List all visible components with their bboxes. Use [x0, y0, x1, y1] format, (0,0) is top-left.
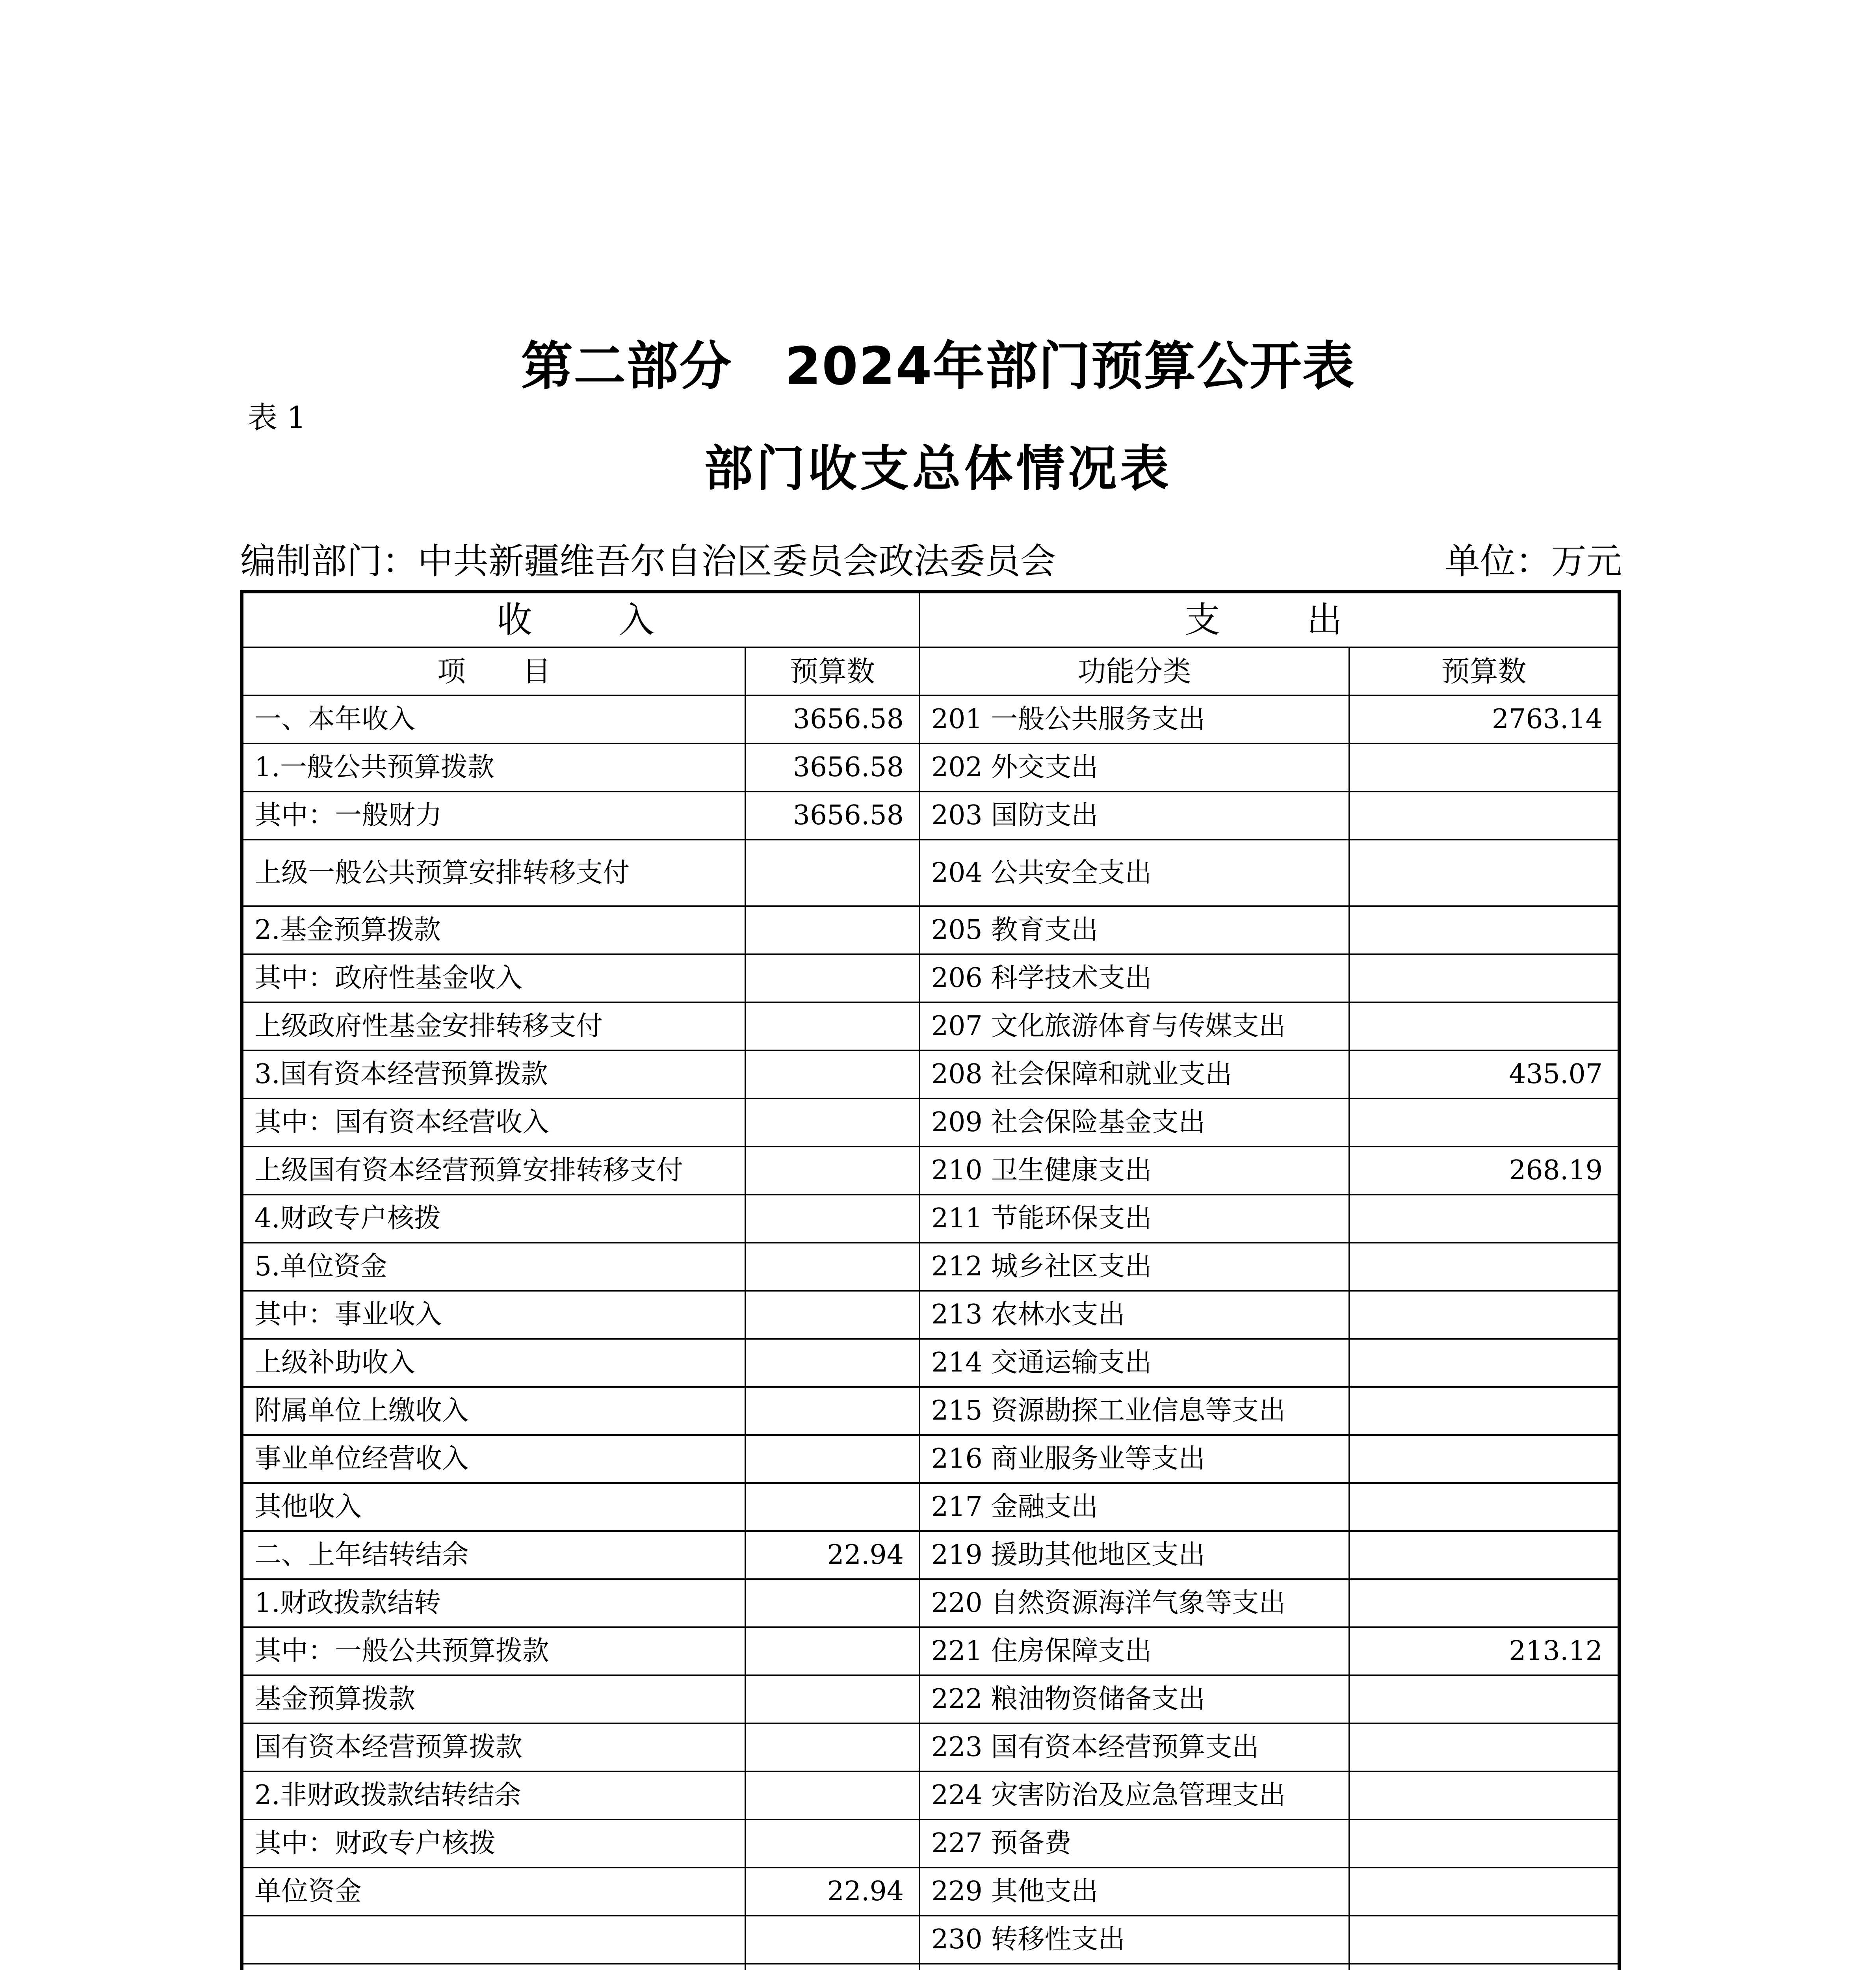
table-row	[242, 1579, 1619, 1627]
table-row	[242, 695, 1619, 743]
income-item-cell: 其中：财政专户核拨	[242, 1819, 745, 1868]
expense-item-cell: 212 城乡社区支出	[919, 1243, 1349, 1291]
table-body	[242, 695, 1619, 1970]
income-amount-cell: 3656.58	[745, 743, 919, 792]
income-item-cell: 其中：一般公共预算拨款	[242, 1627, 745, 1675]
expense-amount-cell	[1349, 1964, 1619, 1970]
income-item-cell: 2.基金预算拨款	[242, 906, 745, 954]
income-item-cell: 2.非财政拨款结转结余	[242, 1771, 745, 1819]
income-item-cell: 其中：一般财力	[242, 792, 745, 840]
income-amount-cell	[745, 1675, 919, 1723]
income-amount-cell	[745, 840, 919, 906]
section-header-row	[242, 592, 1619, 647]
income-item-cell: 其中：政府性基金收入	[242, 954, 745, 1002]
income-amount-cell	[745, 1964, 919, 1970]
compiling-department: 编制部门：中共新疆维吾尔自治区委员会政法委员会	[240, 541, 1056, 582]
income-section-header: 收入	[242, 592, 919, 647]
table-row	[242, 1291, 1619, 1339]
income-amount-cell: 3656.58	[745, 792, 919, 840]
expense-amount-cell	[1349, 1098, 1619, 1147]
income-amount-cell	[745, 1195, 919, 1243]
expense-item-cell: 204 公共安全支出	[919, 840, 1349, 906]
table-title: 部门收支总体情况表	[704, 440, 1172, 497]
expense-amount-cell: 2763.14	[1349, 695, 1619, 743]
income-item-cell: 其中：国有资本经营收入	[242, 1098, 745, 1147]
table-row	[242, 1050, 1619, 1098]
table-row	[242, 1435, 1619, 1483]
col-header-expense-item: 功能分类	[919, 647, 1349, 695]
expense-amount-cell	[1349, 1195, 1619, 1243]
table-row	[242, 1675, 1619, 1723]
income-item-cell	[242, 1964, 745, 1970]
expense-item-cell: 217 金融支出	[919, 1483, 1349, 1531]
expense-amount-cell	[1349, 1435, 1619, 1483]
income-item-cell: 附属单位上缴收入	[242, 1387, 745, 1435]
income-item-cell	[242, 1916, 745, 1964]
income-amount-cell: 22.94	[745, 1531, 919, 1579]
expense-amount-cell	[1349, 1531, 1619, 1579]
expense-amount-cell	[1349, 906, 1619, 954]
income-item-cell: 1.财政拨款结转	[242, 1579, 745, 1627]
expense-amount-cell	[1349, 1868, 1619, 1916]
table-row	[242, 1195, 1619, 1243]
income-item-cell: 国有资本经营预算拨款	[242, 1723, 745, 1771]
table-row	[242, 743, 1619, 792]
column-header-row	[242, 647, 1619, 695]
expense-amount-cell	[1349, 1387, 1619, 1435]
expense-amount-cell	[1349, 1339, 1619, 1387]
income-item-cell: 上级国有资本经营预算安排转移支付	[242, 1147, 745, 1195]
income-amount-cell: 3656.58	[745, 695, 919, 743]
income-amount-cell: 22.94	[745, 1868, 919, 1916]
income-amount-cell	[745, 1387, 919, 1435]
expense-amount-cell	[1349, 1916, 1619, 1964]
expense-amount-cell	[1349, 1243, 1619, 1291]
income-amount-cell	[745, 1291, 919, 1339]
expense-amount-cell	[1349, 1291, 1619, 1339]
income-amount-cell	[745, 1243, 919, 1291]
income-item-cell: 1.一般公共预算拨款	[242, 743, 745, 792]
income-item-cell: 其他收入	[242, 1483, 745, 1531]
table-row	[242, 1771, 1619, 1819]
expense-item-cell: 223 国有资本经营预算支出	[919, 1723, 1349, 1771]
income-item-cell: 5.单位资金	[242, 1243, 745, 1291]
table-row	[242, 1002, 1619, 1050]
income-amount-cell	[745, 1579, 919, 1627]
table-row	[242, 1964, 1619, 1970]
expense-item-cell: 201 一般公共服务支出	[919, 695, 1349, 743]
expense-item-cell: 202 外交支出	[919, 743, 1349, 792]
expense-amount-cell	[1349, 1771, 1619, 1819]
table-row	[242, 1916, 1619, 1964]
table-row	[242, 1819, 1619, 1868]
income-amount-cell	[745, 1723, 919, 1771]
expense-section-header: 支出	[919, 592, 1619, 647]
income-amount-cell	[745, 1771, 919, 1819]
expense-item-cell: 224 灾害防治及应急管理支出	[919, 1771, 1349, 1819]
income-amount-cell	[745, 954, 919, 1002]
expense-item-cell: 203 国防支出	[919, 792, 1349, 840]
expense-item-cell: 211 节能环保支出	[919, 1195, 1349, 1243]
income-amount-cell	[745, 1483, 919, 1531]
table-row	[242, 1723, 1619, 1771]
table-row	[242, 1868, 1619, 1916]
expense-amount-cell	[1349, 1579, 1619, 1627]
expense-amount-cell	[1349, 1723, 1619, 1771]
expense-item-cell: 219 援助其他地区支出	[919, 1531, 1349, 1579]
col-header-expense-amount: 预算数	[1349, 647, 1619, 695]
expense-item-cell: 220 自然资源海洋气象等支出	[919, 1579, 1349, 1627]
expense-amount-cell	[1349, 1819, 1619, 1868]
table-row	[242, 906, 1619, 954]
expense-item-cell: 227 预备费	[919, 1819, 1349, 1868]
table-number-label: 表 1	[247, 400, 306, 435]
expense-item-cell	[919, 1964, 1349, 1970]
table-row	[242, 840, 1619, 906]
expense-item-cell: 221 住房保障支出	[919, 1627, 1349, 1675]
expense-item-cell: 229 其他支出	[919, 1868, 1349, 1916]
table-row	[242, 1243, 1619, 1291]
expense-item-cell: 215 资源勘探工业信息等支出	[919, 1387, 1349, 1435]
income-item-cell: 上级政府性基金安排转移支付	[242, 1002, 745, 1050]
income-amount-cell	[745, 1339, 919, 1387]
income-item-cell: 上级一般公共预算安排转移支付	[242, 840, 745, 906]
income-item-cell: 其中：事业收入	[242, 1291, 745, 1339]
table-row	[242, 1387, 1619, 1435]
income-item-cell: 事业单位经营收入	[242, 1435, 745, 1483]
col-header-income-amount: 预算数	[745, 647, 919, 695]
income-amount-cell	[745, 1002, 919, 1050]
expense-item-cell: 230 转移性支出	[919, 1916, 1349, 1964]
table-row	[242, 1627, 1619, 1675]
income-item-cell: 基金预算拨款	[242, 1675, 745, 1723]
income-item-cell: 上级补助收入	[242, 1339, 745, 1387]
income-item-cell: 4.财政专户核拨	[242, 1195, 745, 1243]
income-amount-cell	[745, 1435, 919, 1483]
income-item-cell: 一、本年收入	[242, 695, 745, 743]
income-amount-cell	[745, 1627, 919, 1675]
expense-item-cell: 213 农林水支出	[919, 1291, 1349, 1339]
expense-amount-cell	[1349, 792, 1619, 840]
col-header-income-item: 项 目	[242, 647, 745, 695]
income-amount-cell	[745, 1098, 919, 1147]
table-row	[242, 954, 1619, 1002]
expense-amount-cell	[1349, 954, 1619, 1002]
income-amount-cell	[745, 1916, 919, 1964]
expense-item-cell: 205 教育支出	[919, 906, 1349, 954]
expense-amount-cell	[1349, 743, 1619, 792]
expense-item-cell: 222 粮油物资储备支出	[919, 1675, 1349, 1723]
expense-amount-cell	[1349, 1483, 1619, 1531]
income-amount-cell	[745, 1819, 919, 1868]
table-row	[242, 1098, 1619, 1147]
table-row	[242, 1483, 1619, 1531]
expense-item-cell: 207 文化旅游体育与传媒支出	[919, 1002, 1349, 1050]
table-row	[242, 1147, 1619, 1195]
income-item-cell: 单位资金	[242, 1868, 745, 1916]
expense-amount-cell	[1349, 1675, 1619, 1723]
income-amount-cell	[745, 906, 919, 954]
expense-item-cell: 209 社会保险基金支出	[919, 1098, 1349, 1147]
expense-amount-cell: 213.12	[1349, 1627, 1619, 1675]
expense-amount-cell: 268.19	[1349, 1147, 1619, 1195]
expense-amount-cell	[1349, 1002, 1619, 1050]
page-title: 第二部分 2024年部门预算公开表	[521, 336, 1355, 397]
expense-item-cell: 208 社会保障和就业支出	[919, 1050, 1349, 1098]
unit-label: 单位：万元	[1445, 541, 1622, 582]
expense-item-cell: 216 商业服务业等支出	[919, 1435, 1349, 1483]
expense-item-cell: 214 交通运输支出	[919, 1339, 1349, 1387]
income-item-cell: 3.国有资本经营预算拨款	[242, 1050, 745, 1098]
income-amount-cell	[745, 1147, 919, 1195]
income-item-cell: 二、上年结转结余	[242, 1531, 745, 1579]
expense-item-cell: 210 卫生健康支出	[919, 1147, 1349, 1195]
expense-amount-cell: 435.07	[1349, 1050, 1619, 1098]
table-row	[242, 1531, 1619, 1579]
budget-summary-table	[240, 590, 1621, 1970]
table-row	[242, 792, 1619, 840]
table-row	[242, 1339, 1619, 1387]
expense-item-cell: 206 科学技术支出	[919, 954, 1349, 1002]
income-amount-cell	[745, 1050, 919, 1098]
expense-amount-cell	[1349, 840, 1619, 906]
